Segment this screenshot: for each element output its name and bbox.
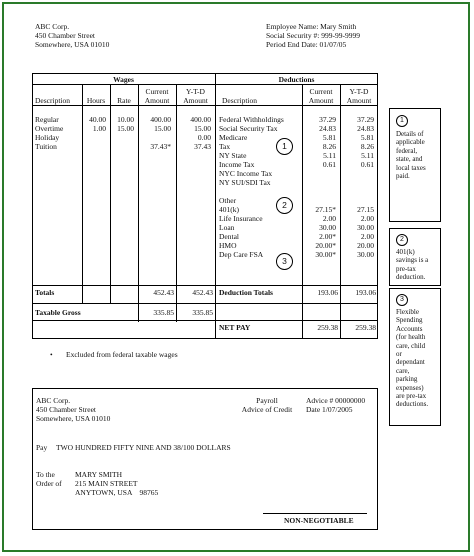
table-row bbox=[219, 142, 376, 151]
note-1-text bbox=[396, 130, 426, 180]
deduction-totals-label: Deduction Totals bbox=[219, 288, 273, 297]
period-end-date: Period End Date: 01/07/05 bbox=[266, 40, 347, 49]
deductions-ytd: 27.15 bbox=[357, 205, 374, 214]
employer-street: 450 Chamber Street bbox=[35, 31, 95, 40]
check-to-the-order-of bbox=[36, 470, 62, 488]
rule bbox=[215, 73, 216, 339]
deduction-totals-current: 193.06 bbox=[317, 288, 338, 297]
deductions-current: 5.81 bbox=[322, 133, 336, 142]
wages-col-description: Description bbox=[35, 96, 70, 105]
deductions-current: 24.83 bbox=[319, 124, 336, 133]
deductions-desc: Federal Withholdings bbox=[219, 115, 284, 124]
table-row bbox=[219, 169, 376, 178]
deductions-current: 37.29 bbox=[319, 115, 336, 124]
rule bbox=[32, 303, 378, 304]
note-fsa bbox=[389, 288, 441, 426]
employer-name: ABC Corp. bbox=[35, 22, 70, 31]
net-pay-label: NET PAY bbox=[219, 323, 251, 332]
deductions-col-current-line2: Amount bbox=[308, 96, 334, 105]
footnote-text: Excluded from federal taxable wages bbox=[66, 350, 178, 359]
table-row bbox=[219, 187, 376, 196]
deductions-current: 5.11 bbox=[323, 151, 336, 160]
wages-desc: Tuition bbox=[35, 142, 57, 151]
check-payer-name: ABC Corp. bbox=[36, 396, 71, 405]
deductions-col-ytd-line2: Amount bbox=[346, 96, 372, 105]
deductions-ytd: 8.26 bbox=[360, 142, 374, 151]
note-line: care, bbox=[396, 366, 410, 375]
deductions-desc: Life Insurance bbox=[219, 214, 263, 223]
note-line: deductions. bbox=[396, 400, 429, 409]
deductions-desc: Loan bbox=[219, 223, 235, 232]
deductions-desc: NY State bbox=[219, 151, 247, 160]
deductions-current: 27.15* bbox=[315, 205, 336, 214]
deductions-desc: 401(k) bbox=[219, 205, 239, 214]
note-line: local taxes bbox=[396, 163, 426, 172]
deductions-desc: Dep Care FSA bbox=[219, 250, 264, 259]
deductions-current: 0.61 bbox=[322, 160, 336, 169]
footnote-bullet: • bbox=[50, 350, 53, 359]
deductions-title: Deductions bbox=[278, 75, 315, 84]
callout-3-marker: 3 bbox=[276, 253, 293, 270]
table-row bbox=[219, 214, 376, 223]
deductions-desc: NYC Income Tax bbox=[219, 169, 273, 178]
deductions-ytd: 5.11 bbox=[361, 151, 374, 160]
check-pay-amount-words: TWO HUNDRED FIFTY NINE AND 38/100 DOLLARS bbox=[56, 443, 231, 452]
check-payee-name: MARY SMITH bbox=[75, 470, 123, 479]
deductions-desc: Medicare bbox=[219, 133, 248, 142]
rule bbox=[32, 105, 378, 106]
deductions-col-current-line1: Current bbox=[309, 87, 333, 96]
note-2-marker: 2 bbox=[396, 234, 408, 246]
wages-hours: 40.00 bbox=[89, 115, 106, 124]
note-line: Details of bbox=[396, 130, 424, 138]
wages-rows bbox=[35, 115, 213, 151]
table-row bbox=[219, 115, 376, 124]
note-line: (for health bbox=[396, 333, 426, 342]
wages-col-rate: Rate bbox=[117, 96, 131, 105]
deductions-desc: Income Tax bbox=[219, 160, 255, 169]
deductions-desc: HMO bbox=[219, 241, 237, 250]
employee-name: Employee Name: Mary Smith bbox=[266, 22, 357, 31]
deductions-current: 30.00* bbox=[315, 250, 336, 259]
table-row bbox=[219, 223, 376, 232]
check-payer-street: 450 Chamber Street bbox=[36, 405, 96, 414]
wages-hours: 1.00 bbox=[92, 124, 106, 133]
deductions-ytd: 20.00 bbox=[357, 241, 374, 250]
deductions-col-description: Description bbox=[222, 96, 257, 105]
check-non-negotiable: NON-NEGOTIABLE bbox=[284, 516, 354, 525]
deductions-ytd: 30.00 bbox=[357, 250, 374, 259]
deductions-current: 2.00 bbox=[322, 214, 336, 223]
check-payee-street: 215 MAIN STREET bbox=[75, 479, 138, 488]
wages-rate: 10.00 bbox=[117, 115, 134, 124]
deductions-col-ytd bbox=[340, 87, 378, 105]
wages-col-ytd-line2: Amount bbox=[183, 96, 208, 105]
check-advice-number: Advice # 00000000 bbox=[306, 396, 366, 405]
deductions-current: 8.26 bbox=[322, 142, 336, 151]
note-line: care, child bbox=[396, 341, 426, 350]
callout-1-marker: 1 bbox=[276, 138, 293, 155]
deductions-rows bbox=[219, 115, 376, 259]
table-row bbox=[219, 160, 376, 169]
wages-col-ytd-line1: Y-T-D bbox=[186, 87, 205, 96]
check-pay-label: Pay bbox=[36, 443, 48, 452]
table-row bbox=[219, 232, 376, 241]
deductions-ytd: 2.00 bbox=[360, 232, 374, 241]
wages-current: 37.43* bbox=[150, 142, 171, 151]
table-row bbox=[35, 124, 213, 133]
check-payee-address bbox=[75, 470, 158, 497]
wages-ytd: 37.43 bbox=[194, 142, 211, 151]
deductions-col-current bbox=[302, 87, 340, 105]
deduction-totals-ytd: 193.06 bbox=[355, 288, 376, 297]
table-row bbox=[219, 178, 376, 187]
taxable-gross-label: Taxable Gross bbox=[35, 308, 81, 317]
wages-desc: Holiday bbox=[35, 133, 60, 142]
deductions-ytd: 30.00 bbox=[357, 223, 374, 232]
table-row bbox=[35, 142, 213, 151]
net-pay-current: 259.38 bbox=[317, 323, 338, 332]
note-line: dependant bbox=[396, 358, 425, 367]
employer-address bbox=[35, 22, 109, 49]
wages-col-hours: Hours bbox=[86, 96, 106, 105]
deductions-ytd: 24.83 bbox=[357, 124, 374, 133]
wages-col-current-line1: Current bbox=[145, 87, 169, 96]
note-line: expenses) bbox=[396, 383, 424, 392]
deductions-desc: Dental bbox=[219, 232, 239, 241]
table-row bbox=[219, 151, 376, 160]
table-row bbox=[219, 133, 376, 142]
wages-desc: Overtime bbox=[35, 124, 64, 133]
note-line: paid. bbox=[396, 171, 410, 180]
table-row bbox=[219, 124, 376, 133]
employee-info bbox=[266, 22, 360, 49]
employer-city: Somewhere, USA 01010 bbox=[35, 40, 110, 49]
check-payer-city: Somewhere, USA 01010 bbox=[36, 414, 111, 423]
wages-ytd: 15.00 bbox=[194, 124, 211, 133]
net-pay-ytd: 259.38 bbox=[355, 323, 376, 332]
check-advice-of-credit-label: Advice of Credit bbox=[241, 405, 293, 414]
employee-ssn: Social Security #: 999-99-9999 bbox=[266, 31, 360, 40]
deductions-ytd: 5.81 bbox=[360, 133, 374, 142]
note-line: deduction. bbox=[396, 273, 426, 282]
signature-line bbox=[263, 513, 367, 514]
note-line: state, and bbox=[396, 155, 423, 164]
table-row bbox=[219, 241, 376, 250]
deductions-desc: Social Security Tax bbox=[219, 124, 278, 133]
note-line: or bbox=[396, 349, 402, 358]
wages-current: 15.00 bbox=[154, 124, 171, 133]
note-3-marker: 3 bbox=[396, 294, 408, 306]
rule bbox=[32, 320, 378, 321]
callout-2-marker: 2 bbox=[276, 197, 293, 214]
note-2-text bbox=[396, 248, 428, 282]
note-line: savings is a bbox=[396, 256, 429, 265]
check-to-the: To the bbox=[36, 470, 55, 479]
deductions-desc: Other bbox=[219, 196, 237, 205]
check-date: Date 1/07/2005 bbox=[306, 405, 353, 414]
deductions-col-ytd-line1: Y-T-D bbox=[349, 87, 369, 96]
note-line: Spending bbox=[396, 316, 423, 325]
wages-title: Wages bbox=[113, 75, 134, 84]
wages-current: 400.00 bbox=[150, 115, 171, 124]
note-1-marker: 1 bbox=[396, 115, 408, 127]
deductions-current: 20.00* bbox=[315, 241, 336, 250]
table-row bbox=[219, 250, 376, 259]
check-order-of: Order of bbox=[36, 479, 62, 488]
wages-col-current bbox=[138, 87, 176, 105]
note-3-text bbox=[396, 308, 428, 409]
taxable-gross-ytd: 335.85 bbox=[192, 308, 213, 317]
wages-totals-ytd: 452.43 bbox=[192, 288, 213, 297]
rule bbox=[32, 84, 378, 85]
deductions-ytd: 37.29 bbox=[357, 115, 374, 124]
note-line: Flexible bbox=[396, 308, 419, 316]
wages-col-ytd bbox=[176, 87, 215, 105]
note-line: 401(k) bbox=[396, 248, 415, 256]
note-line: parking bbox=[396, 375, 418, 384]
note-line: federal, bbox=[396, 146, 418, 155]
deductions-ytd: 2.00 bbox=[360, 214, 374, 223]
deductions-desc: Tax bbox=[219, 142, 231, 151]
deductions-current: 2.00* bbox=[319, 232, 336, 241]
wages-col-current-line2: Amount bbox=[144, 96, 170, 105]
deductions-ytd: 0.61 bbox=[360, 160, 374, 169]
taxable-gross-current: 335.85 bbox=[153, 308, 174, 317]
note-line: pre-tax bbox=[396, 264, 416, 273]
wages-rate: 15.00 bbox=[117, 124, 134, 133]
deductions-desc: NY SUI/SDI Tax bbox=[219, 178, 271, 187]
wages-ytd: 400.00 bbox=[190, 115, 211, 124]
check-payer-address bbox=[36, 396, 110, 423]
wages-ytd: 0.00 bbox=[197, 133, 211, 142]
note-tax-details bbox=[389, 108, 441, 222]
note-line: applicable bbox=[396, 138, 425, 147]
wages-totals-label: Totals bbox=[35, 288, 55, 297]
table-row bbox=[219, 196, 376, 205]
note-line: Accounts bbox=[396, 324, 423, 333]
table-row bbox=[219, 205, 376, 214]
table-row bbox=[35, 133, 213, 142]
deductions-current: 30.00 bbox=[319, 223, 336, 232]
wages-desc: Regular bbox=[35, 115, 59, 124]
note-line: are pre-tax bbox=[396, 391, 427, 400]
table-row bbox=[35, 115, 213, 124]
check-payee-city: ANYTOWN, USA 98765 bbox=[75, 488, 159, 497]
wages-totals-current: 452.43 bbox=[153, 288, 174, 297]
check-payroll-label: Payroll bbox=[256, 396, 278, 405]
rule bbox=[32, 285, 378, 286]
note-401k bbox=[389, 228, 441, 286]
